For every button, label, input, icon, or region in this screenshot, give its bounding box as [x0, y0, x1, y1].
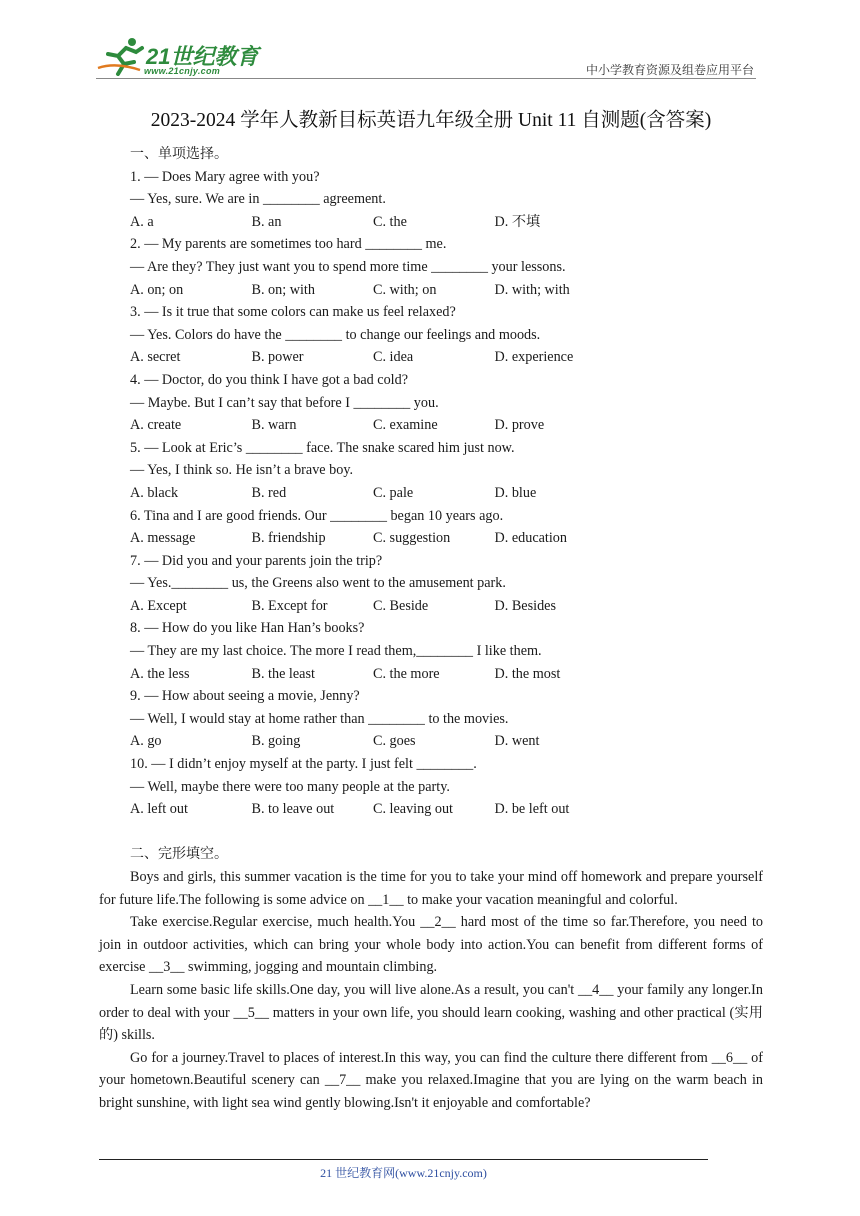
answer-option: B. red: [251, 484, 287, 501]
answer-option: D. the most: [494, 665, 561, 682]
answer-option: B. Except for: [251, 597, 328, 614]
passage-paragraph: Boys and girls, this summer vacation is the time for you to take your mind off homework and prepare yourself for future life.The following is some advice on __1__ to make your vacation meaningful and colorful.: [99, 869, 763, 908]
answer-option: A. on; on: [130, 281, 184, 298]
footer-divider: [99, 1159, 708, 1160]
answer-option: A. Except: [130, 597, 187, 614]
answer-option: A. black: [130, 484, 179, 501]
header-divider: [96, 78, 756, 79]
question-item: [99, 166, 763, 234]
page-header: [0, 0, 860, 80]
answer-option: A. secret: [130, 349, 181, 366]
answer-options: [99, 211, 763, 234]
answer-option: D. blue: [494, 484, 537, 501]
passage-paragraph: Go for a journey.Travel to places of interest.In this way, you can find the culture there different from __6__ of your hometown.Beautiful scenery can __7__ make you relaxed.Imagine that you are lying on the warm beach in bright sunshine, with light sea wind gently blowing.Isn't it enjoyable and comfortable?: [99, 1049, 763, 1111]
answer-option: D. experience: [494, 349, 574, 366]
question-line: — Yes. Colors do have the ________ to change our feelings and moods.: [130, 326, 541, 343]
answer-options: [99, 527, 763, 550]
answer-option: B. an: [251, 213, 282, 230]
footer-text: 21 世纪教育网(www.21cnjy.com): [320, 1166, 487, 1180]
answer-option: B. going: [251, 733, 301, 750]
answer-option: B. to leave out: [251, 801, 335, 818]
platform-name: 中小学教育资源及组卷应用平台: [585, 63, 754, 77]
question-line: — They are my last choice. The more I read them,________ I like them.: [130, 643, 542, 660]
answer-option: A. create: [130, 417, 182, 434]
question-line: — Well, I would stay at home rather than ________ to the movies.: [130, 710, 509, 727]
question-stem: 5. — Look at Eric’s ________ face. The snake scared him just now.: [130, 439, 515, 456]
question-item: [99, 437, 763, 505]
question-item: [99, 301, 763, 369]
spacer: [99, 821, 763, 844]
answer-options: [99, 798, 763, 821]
logo-url: www.21cnjy.com: [144, 66, 221, 76]
answer-options: [99, 482, 763, 505]
answer-option: D. went: [494, 733, 540, 750]
question-stem: 3. — Is it true that some colors can make us feel relaxed?: [130, 304, 456, 321]
answer-option: A. a: [130, 213, 154, 230]
question-item: [99, 617, 763, 685]
passage-paragraph: Take exercise.Regular exercise, much health.You __2__ hard most of the time so far.Therefore, you need to join in outdoor activities, which can bring your whole body into action.You can benefit from different forms of exercise __3__ swimming, jogging and mountain climbing.: [99, 914, 763, 976]
answer-option: C. examine: [373, 417, 438, 434]
cloze-passage: [99, 866, 763, 1115]
question-list: [99, 166, 763, 821]
question-line: — Yes, I think so. He isn’t a brave boy.: [130, 462, 354, 479]
answer-option: C. pale: [373, 484, 414, 501]
page-title: 2023-2024 学年人教新目标英语九年级全册 Unit 11 自测题(含答案): [150, 110, 712, 131]
answer-option: D. education: [494, 530, 567, 547]
answer-option: A. go: [130, 733, 162, 750]
site-logo: [96, 36, 266, 78]
question-item: [99, 550, 763, 618]
question-item: [99, 685, 763, 753]
answer-option: C. the more: [373, 665, 440, 682]
answer-option: D. Besides: [494, 597, 556, 614]
question-line: — Yes, sure. We are in ________ agreement.: [130, 191, 386, 208]
answer-option: B. friendship: [251, 530, 326, 547]
question-item: [99, 505, 763, 550]
answer-option: C. Beside: [373, 597, 429, 614]
answer-option: B. warn: [251, 417, 297, 434]
question-stem: 1. — Does Mary agree with you?: [130, 168, 320, 185]
answer-option: D. be left out: [494, 801, 570, 818]
question-stem: 4. — Doctor, do you think I have got a bad cold?: [130, 371, 408, 388]
answer-option: A. message: [130, 530, 196, 547]
question-line: — Well, maybe there were too many people at the party.: [130, 778, 450, 795]
answer-option: B. power: [251, 349, 304, 366]
answer-option: C. suggestion: [373, 530, 451, 547]
question-item: [99, 753, 763, 821]
question-item: [99, 369, 763, 437]
answer-option: C. the: [373, 213, 407, 230]
section-heading-cloze: 二、完形填空。: [130, 846, 228, 863]
answer-option: C. with; on: [373, 281, 437, 298]
question-stem: 8. — How do you like Han Han’s books?: [130, 620, 365, 637]
question-stem: 7. — Did you and your parents join the trip?: [130, 552, 383, 569]
answer-options: [99, 346, 763, 369]
answer-option: A. the less: [130, 665, 190, 682]
answer-option: D. 不填: [494, 213, 541, 230]
question-stem: 2. — My parents are sometimes too hard ________ me.: [130, 236, 447, 253]
question-line: — Maybe. But I can’t say that before I ________ you.: [130, 394, 439, 411]
answer-option: B. the least: [251, 665, 315, 682]
runner-logo-icon: [96, 36, 148, 76]
question-stem: 6. Tina and I are good friends. Our ________ began 10 years ago.: [130, 507, 504, 524]
answer-option: B. on; with: [251, 281, 315, 298]
answer-option: C. leaving out: [373, 801, 453, 818]
question-stem: 9. — How about seeing a movie, Jenny?: [130, 688, 360, 705]
answer-option: C. goes: [373, 733, 416, 750]
answer-option: D. prove: [494, 417, 545, 434]
passage-paragraph: Learn some basic life skills.One day, you will live alone.As a result, you can't __4__ your family any longer.In order to deal with your __5__ matters in your own life, you should learn cooking, washing and other practical (实用的) skills.: [99, 981, 763, 1044]
answer-option: C. idea: [373, 349, 414, 366]
answer-options: [99, 414, 763, 437]
answer-options: [99, 595, 763, 618]
answer-options: [99, 663, 763, 686]
document-body: [99, 108, 763, 1115]
answer-option: A. left out: [130, 801, 188, 818]
question-stem: 10. — I didn’t enjoy myself at the party. I just felt ________.: [130, 756, 477, 773]
question-line: — Yes.________ us, the Greens also went to the amusement park.: [130, 575, 506, 592]
answer-options: [99, 730, 763, 753]
answer-option: D. with; with: [494, 281, 570, 298]
section-heading-choice: 一、单项选择。: [130, 146, 228, 162]
logo-text: 21世纪教育: [146, 44, 259, 69]
question-item: [99, 233, 763, 301]
answer-options: [99, 279, 763, 302]
question-line: — Are they? They just want you to spend more time ________ your lessons.: [130, 258, 566, 275]
